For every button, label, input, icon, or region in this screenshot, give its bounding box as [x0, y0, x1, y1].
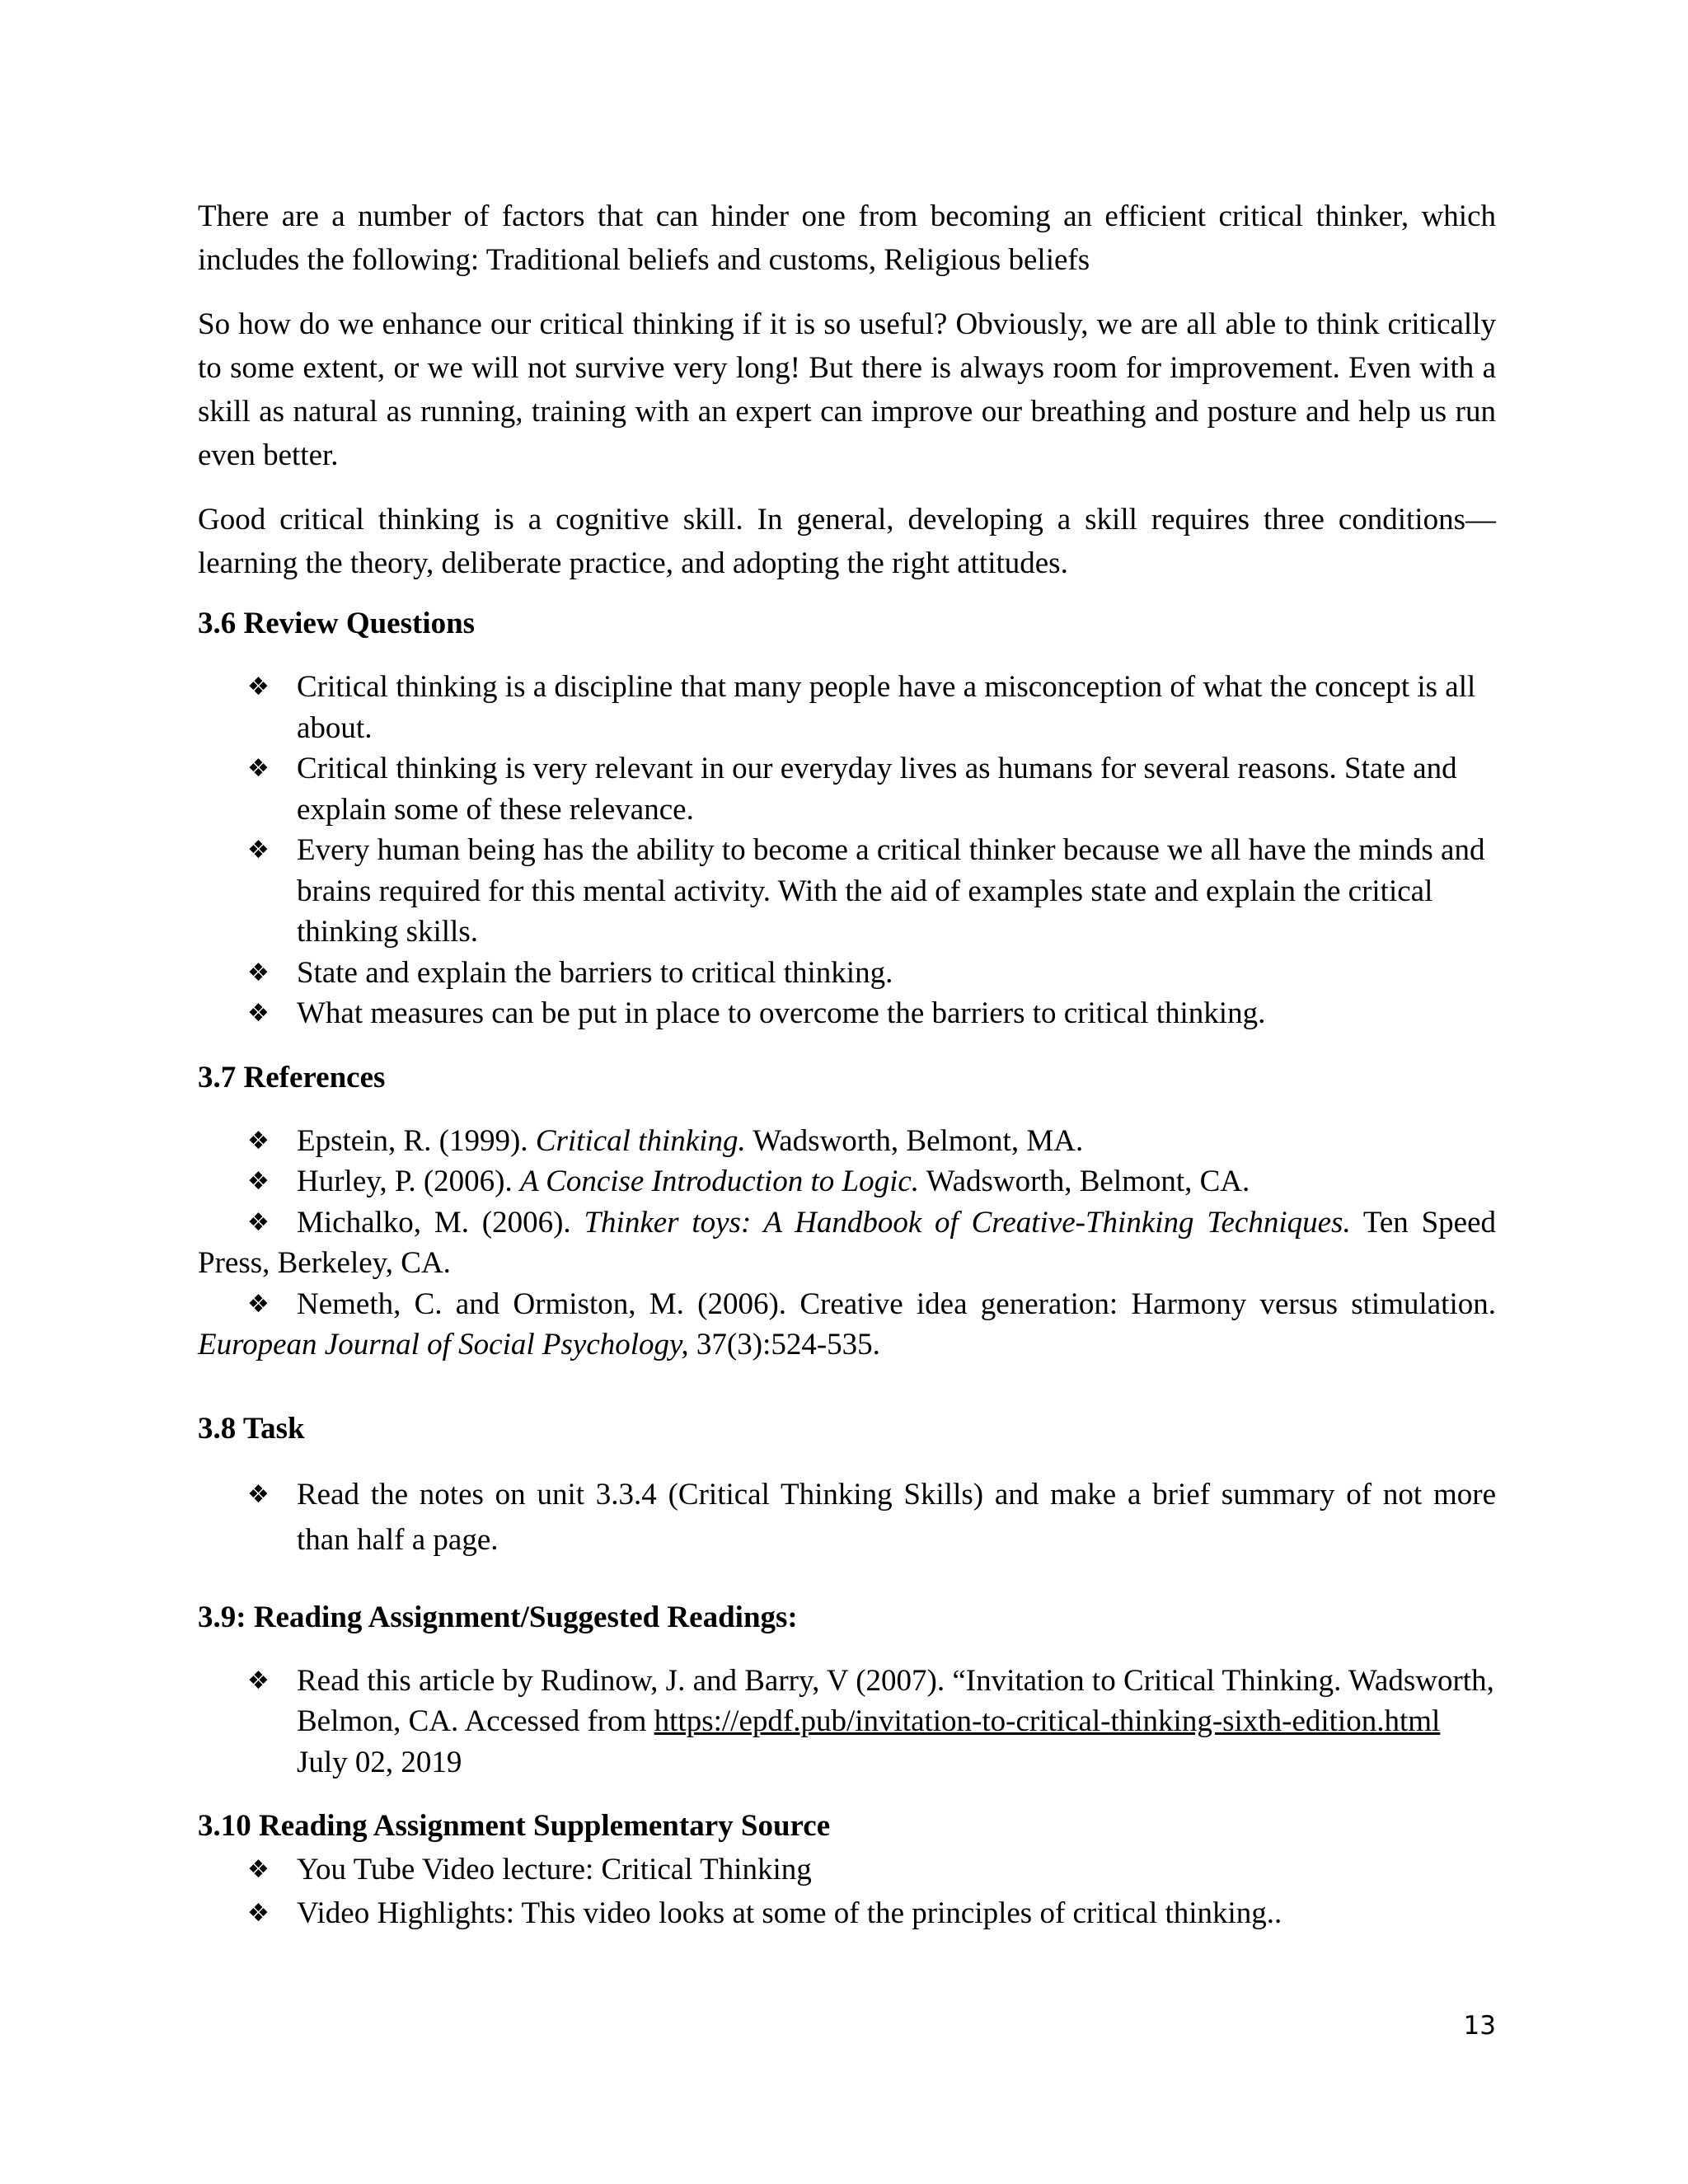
article-link[interactable]: https://epdf.pub/invitation-to-critical-thinking-sixth-edition.html — [654, 1704, 1441, 1738]
supplementary-text: You Tube Video lecture: Critical Thinking — [297, 1853, 812, 1886]
supplementary-list — [198, 1848, 1496, 1935]
task-list — [198, 1472, 1496, 1563]
page-content — [198, 194, 1496, 1935]
list-item — [198, 993, 1496, 1034]
reference-publisher: Wadsworth, Belmont, MA. — [745, 1123, 1084, 1158]
reference-title: Critical thinking. — [535, 1123, 746, 1158]
reference-item — [198, 1161, 1496, 1202]
diamond-bullet-icon: ❖ — [247, 1666, 270, 1695]
list-item — [198, 748, 1496, 830]
diamond-bullet-icon: ❖ — [247, 1479, 270, 1509]
review-question-text: State and explain the barriers to critical thinking. — [297, 955, 893, 990]
paragraph-cognitive-skill: Good critical thinking is a cognitive skill. In general, developing a skill requires three conditions—learning the theory, deliberate practice, and adopting the right attitudes. — [198, 503, 1496, 580]
section-heading-supplementary-source: 3.10 Reading Assignment Supplementary Source — [198, 1809, 831, 1843]
review-question-text: What measures can be put in place to overcome the barriers to critical thinking. — [297, 996, 1266, 1030]
list-item — [198, 1472, 1496, 1563]
reference-publisher: Wadsworth, Belmont, CA. — [919, 1165, 1250, 1198]
reference-item — [198, 1284, 1496, 1366]
list-item — [198, 953, 1496, 994]
reading-text: Read this article by Rudinow, J. and Barry, V (2007). “Invitation to Critical Thinking. Wadsworth, Belmon, CA. Accessed from — [297, 1663, 1494, 1738]
reference-title: European Journal of Social Psychology, — [198, 1328, 689, 1361]
reference-title: Thinker toys: A Handbook of Creative-Thinking Techniques. — [584, 1205, 1351, 1240]
paragraph-hindering-factors: There are a number of factors that can hinder one from becoming an efficient critical thinker, which includes the following: Traditional beliefs and customs, Religious beliefs — [198, 199, 1496, 277]
references-list — [198, 1121, 1496, 1366]
reference-author: Nemeth, C. and Ormiston, M. (2006). Creative idea generation: Harmony versus stimulation. — [297, 1286, 1496, 1321]
diamond-bullet-icon: ❖ — [247, 673, 270, 701]
page-number: 13 — [1463, 2011, 1496, 2041]
diamond-bullet-icon: ❖ — [247, 1899, 270, 1928]
section-heading-review-questions: 3.6 Review Questions — [198, 607, 476, 640]
section-heading-references: 3.7 References — [198, 1060, 386, 1094]
review-questions-list — [198, 667, 1496, 1034]
reference-publisher: 37(3):524-535. — [688, 1328, 880, 1361]
section-heading-task: 3.8 Task — [198, 1411, 305, 1446]
review-question-text: Critical thinking is very relevant in our everyday lives as humans for several reasons. State and explain some of these relevance. — [297, 752, 1457, 827]
diamond-bullet-icon: ❖ — [247, 1855, 270, 1884]
diamond-bullet-icon: ❖ — [247, 958, 270, 987]
list-item — [198, 1661, 1496, 1783]
list-item — [198, 830, 1496, 953]
review-question-text: Critical thinking is a discipline that many people have a misconception of what the concept is all about. — [297, 670, 1476, 745]
reference-author: Hurley, P. (2006). — [297, 1165, 520, 1198]
diamond-bullet-icon: ❖ — [247, 1289, 270, 1319]
reading-list — [198, 1661, 1496, 1783]
list-item — [198, 1848, 1496, 1891]
diamond-bullet-icon: ❖ — [247, 836, 270, 865]
reference-author: Michalko, M. (2006). — [297, 1205, 584, 1240]
list-item — [198, 1891, 1496, 1935]
supplementary-text: Video Highlights: This video looks at some of the principles of critical thinking.. — [297, 1896, 1282, 1930]
diamond-bullet-icon: ❖ — [247, 1126, 270, 1155]
reference-author: Epstein, R. (1999). — [297, 1123, 536, 1158]
list-item — [198, 667, 1496, 748]
reference-item — [198, 1121, 1496, 1162]
reference-item — [198, 1202, 1496, 1284]
diamond-bullet-icon: ❖ — [247, 1207, 270, 1237]
diamond-bullet-icon: ❖ — [247, 1167, 270, 1196]
diamond-bullet-icon: ❖ — [247, 754, 270, 783]
task-text: Read the notes on unit 3.3.4 (Critical Thinking Skills) and make a brief summary of not more than half a page. — [297, 1477, 1496, 1557]
review-question-text: Every human being has the ability to become a critical thinker because we all have the minds and brains required for this mental activity. With the aid of examples state and explain the critical thinking skills. — [297, 833, 1485, 949]
access-date: July 02, 2019 — [297, 1745, 462, 1779]
diamond-bullet-icon: ❖ — [247, 999, 270, 1028]
reference-publisher: Ten Speed Press, Berkeley, CA. — [198, 1205, 1496, 1280]
section-heading-reading-assignment: 3.9: Reading Assignment/Suggested Readings: — [198, 1600, 798, 1634]
paragraph-enhance-thinking: So how do we enhance our critical thinking if it is so useful? Obviously, we are all able to think critically to some extent, or we will not survive very long! But there is always room for improvement. Even with a skill as natural as running, training with an expert can improve our breathing and posture and help us run even better. — [198, 307, 1496, 472]
reference-title: A Concise Introduction to Logic. — [519, 1165, 920, 1198]
